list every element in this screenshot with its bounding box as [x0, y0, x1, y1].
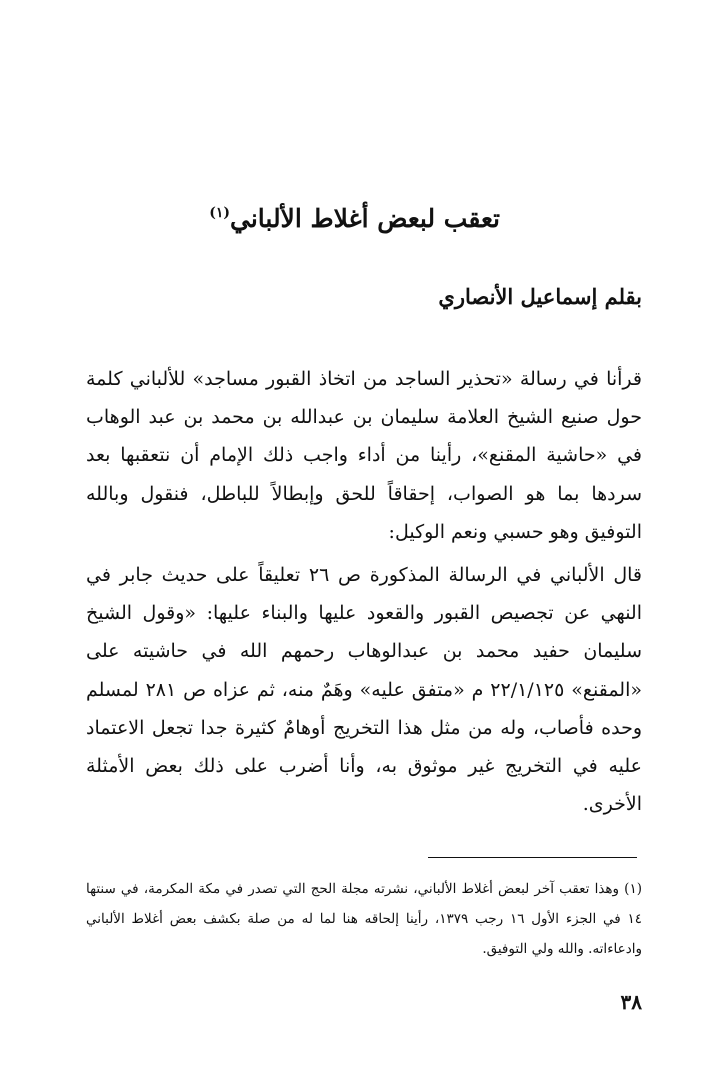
footnote-divider — [428, 857, 637, 858]
title-footnote-marker: (١) — [209, 205, 230, 221]
article-title — [200, 204, 500, 233]
author-byline: بقلم إسماعيل الأنصاري — [438, 284, 642, 309]
footnote: (١) وهذا تعقب آخر لبعض أغلاط الألباني، نشرته مجلة الحج التي تصدر في مكة المكرمة، في سنتها ١٤ في الجزء الأول ١٦ رجب ١٣٧٩، رأينا إلحاقه هنا لما له من صلة بكشف بعض أغلاط الألباني وادعاءاته. والله ولي التوفيق. — [86, 881, 642, 957]
article-title-text: تعقب لبعض أغلاط الألباني — [229, 204, 500, 233]
body-paragraph-2: قال الألباني في الرسالة المذكورة ص ٢٦ تعليقاً على حديث جابر في النهي عن تجصيص القبور والقعود عليها والبناء عليها: «وقول الشيخ سليمان حفيد محمد بن عبدالوهاب رحمهم الله في حاشيته على «المقنع» ٢٢/١/١٢٥ م «متفق عليه» وهَمٌ منه، ثم عزاه ص ٢٨١ لمسلم وحده فأصاب، وله من مثل هذا التخريج أوهامٌ كثيرة جدا تجعل الاعتماد عليه في التخريج غير موثوق به، وأنا أضرب على ذلك بعض الأمثلة الأخرى. — [86, 564, 642, 816]
body-paragraph-1: قرأنا في رسالة «تحذير الساجد من اتخاذ القبور مساجد» للألباني كلمة حول صنيع الشيخ العلامة سليمان بن عبدالله بن محمد بن عبد الوهاب في «حاشية المقنع»، رأينا من أداء واجب ذلك الإمام أن نتعقبها بعد سردها بما هو الصواب، إحقاقاً للحق وإبطالاً للباطل، فنقول وبالله التوفيق وهو حسبي ونعم الوكيل: — [86, 368, 642, 543]
page-number: ٣٨ — [620, 990, 642, 1014]
